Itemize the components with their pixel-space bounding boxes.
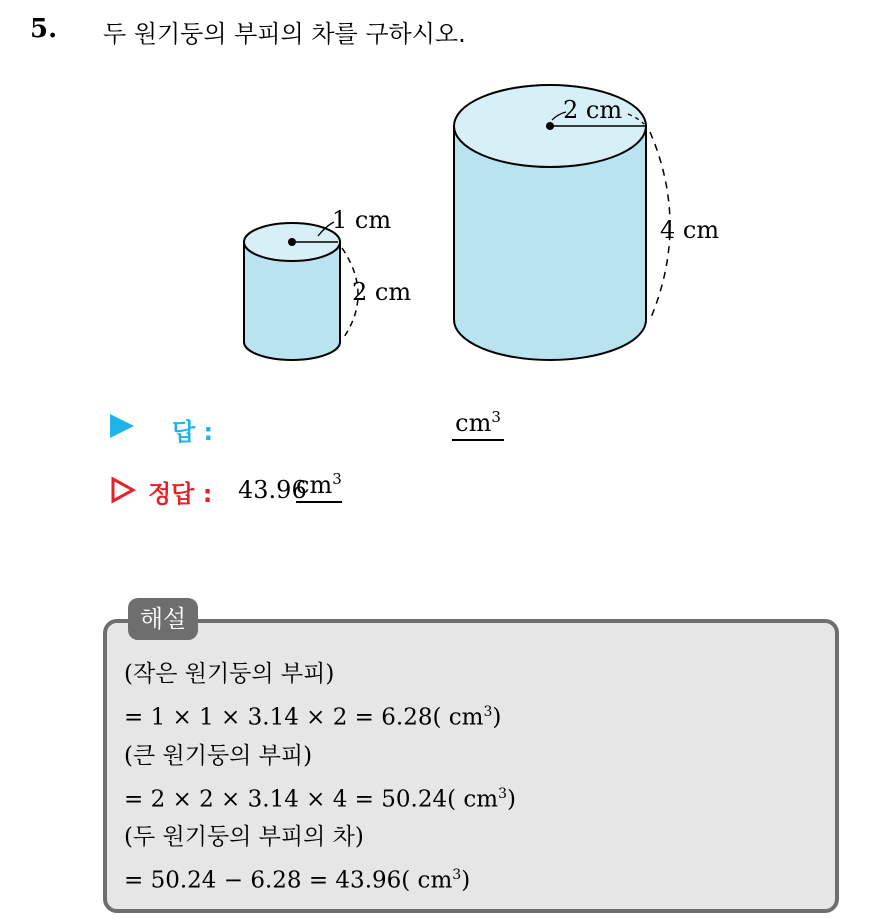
solution-line: (두 원기둥의 부피의 차): [124, 824, 364, 851]
outline-triangle-icon: [110, 476, 136, 504]
large-radius-label: 2 cm: [563, 96, 623, 124]
solution-line: = 50.24 − 6.28 = 43.96( $cm^3$): [124, 867, 471, 894]
solution-line: = 1 × 1 × 3.14 × 2 = 6.28( $cm^3$): [124, 704, 502, 731]
large-height-label: 4 cm: [660, 216, 720, 244]
solution-lines: [124, 655, 516, 900]
solution-line: (큰 원기둥의 부피): [124, 742, 313, 769]
solution-tab: 해설: [128, 598, 198, 640]
cylinders-figure: [0, 0, 884, 400]
answer-unit-exponent: 3: [491, 408, 501, 426]
correct-value: 43.96: [238, 476, 307, 504]
small-radius-label: 1 cm: [332, 206, 392, 234]
correct-answer-row: [110, 470, 610, 510]
correct-unit-exponent: 3: [332, 470, 342, 488]
question-number: 5.: [30, 14, 58, 44]
small-height-label: 2 cm: [352, 278, 412, 306]
correct-label: 정답 :: [148, 480, 213, 508]
answer-label: 답 :: [172, 418, 214, 446]
small-cylinder: [244, 206, 411, 360]
answer-unit: cm: [455, 409, 492, 437]
answer-blank[interactable]: [452, 408, 504, 441]
correct-unit-wrap: [296, 470, 342, 503]
solution-line: = 2 × 2 × 3.14 × 4 = 50.24( $cm^3$): [124, 785, 517, 813]
answer-row: [110, 408, 610, 448]
filled-triangle-icon: [110, 414, 134, 438]
large-cylinder: [454, 85, 719, 360]
solution-line: (작은 원기둥의 부피): [124, 661, 335, 687]
correct-unit: cm: [296, 471, 333, 499]
question-text: 두 원기둥의 부피의 차를 구하시오.: [103, 20, 466, 48]
